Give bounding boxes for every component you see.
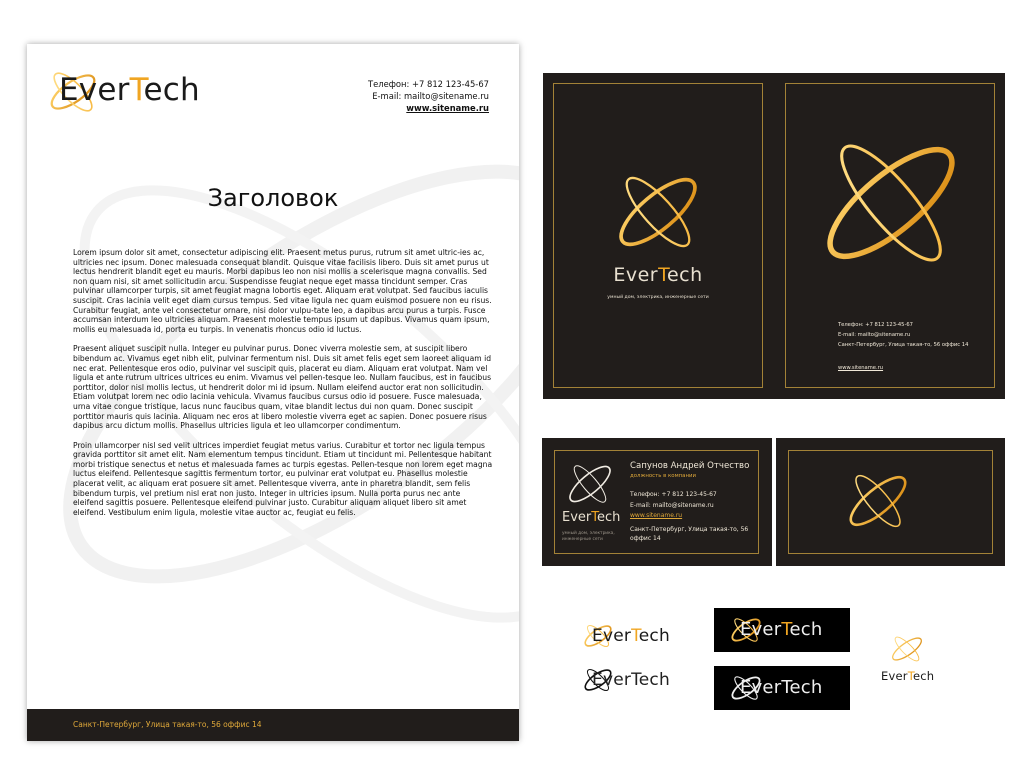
card-wordmark: EverTech xyxy=(562,510,621,525)
logo-mono-on-black: EverTech xyxy=(714,666,850,710)
logo-color-on-white: EverTech xyxy=(583,618,688,656)
body-paragraph: Lorem ipsum dolor sit amet, consectetur adipiscing elit. Praesent metus purus, rutrum sit amet ultric-ies ac, ultricies nec ipsum. Donec malesuada consequat blandit. Quisque vitae facilisis libero. Duis sit amet purus ut lectus hendrerit blandit eget eu mauris. Morbi dapibus leo non nisi mollis a scelerisque magna convallis. Sed non quam nisi, sit amet sollicitudin arcu. Suspendisse feugiat neque eget massa tincidunt semper. Cras pulvinar ullamcorper turpis, sit amet feugiat magna lobortis eget. Aliquam erat volutpat. Sed faucibus iaculis suscipit. Cras lacinia velit eget diam cursus tempus. Sed vitae ligula nec quam euismod posuere non eu risus. Curabitur feugiat, ante vel consectetur ornare, nisi dolor vulpu-tate leo, a dapibus arcu purus a turpis. Fusce accumsan interdum leo ultricies aliquam. Praesent molestie tempus ipsum ut dapibus. Vivamus quam ipsum, mollis eu malesuada id, porta eu turpis. In venenatis rhoncus odio id luctus. xyxy=(73,248,492,334)
orbit-emblem-icon xyxy=(565,458,615,510)
website-link[interactable]: www.sitename.ru xyxy=(630,512,683,519)
orbit-emblem-icon xyxy=(889,630,925,668)
folder-tagline: умный дом, электрика, инженерные сети xyxy=(607,295,709,300)
logo-color-on-black: EverTech xyxy=(714,608,850,652)
folder-front-panel xyxy=(553,83,763,388)
orbit-emblem-icon xyxy=(816,124,966,282)
business-card-front xyxy=(542,438,772,566)
folder-back-panel xyxy=(785,83,995,388)
website-link[interactable]: www.sitename.ru xyxy=(406,103,489,113)
phone-text: Телефон: +7 812 123-45-67 xyxy=(838,322,913,328)
person-position: должность в компании xyxy=(630,473,697,479)
orbit-emblem-icon xyxy=(612,162,704,262)
logo-mono-on-white: EverTech xyxy=(583,662,688,700)
orbit-emblem-icon xyxy=(845,465,911,537)
card-tagline: умный дом, электрика, инженерные сети xyxy=(562,531,615,542)
business-card-back xyxy=(776,438,1005,566)
phone-text: Телефон: +7 812 123-45-67 xyxy=(630,491,717,498)
card-frame xyxy=(554,450,759,554)
letter-body xyxy=(73,248,493,527)
footer-address: Санкт-Петербург, Улица такая-то, 56 оффис 14 xyxy=(73,720,262,729)
logo-stacked: EverTech xyxy=(872,630,942,686)
card-frame xyxy=(788,450,993,554)
logo-wordmark: EverTech xyxy=(59,72,200,108)
letterhead-page xyxy=(27,44,519,741)
body-paragraph: Praesent aliquet suscipit nulla. Integer eu pulvinar purus. Donec viverra molestie sem, at suscipit libero bibendum ac. Vivamus eget nibh elit, pulvinar fermentum nisl. Duis sit amet felis eget sem laoreet aliquam id nec erat. Pellentesque eros odio, pulvinar vel suscipit quis, placerat eu diam. Aliquam erat volutpat. Nam vel ligula et ante rutrum ultrices ultrices eu enim. Vivamus vel pellen-tesque leo. Nullam faucibus, est in faucibus porttitor, dolor nisl mollis lectus, ut hendrerit dolor mi id ipsum. Nullam eleifend auctor erat non sollicitudin. Etiam volutpat lorem nec odio lacinia vehicula. Vivamus faucibus cursus odio id posuere. Fusce malesuada, urna vitae congue tristique, lacus nunc faucibus quam, vitae blandit lectus dui non quam. Donec suscipit porttitor mauris quis lacinia. Aliquam nec eros at libero molestie viverra eget ac sapien. Donec posuere risus dapibus arcu dictum mollis. Phasellus ultricies ligula et leo ullamcorper condimentum. xyxy=(73,344,492,431)
letterhead-contacts xyxy=(368,78,489,114)
body-paragraph: Proin ullamcorper nisl sed velit ultrices imperdiet feugiat metus varius. Curabitur et tortor nec ligula tempus gravida porttitor sit amet elit. Nam elementum tempus tincidunt. Etiam ut tincidunt mi. Pellentesque habitant morbi tristique senectus et netus et malesuada fames ac turpis egestas. Pellen-tesque non lorem eget magna luctus eleifend. Pellentesque sagittis fermentum tortor, eu pulvinar erat volutpat eu. Phasellus molestie placerat velit, ac aliquam erat posuere sit amet. Pellentesque viverra, ante in pharetra blandit, sem felis bibendum turpis, vel pretium nisl erat non justo. Integer in ultricies ipsum. Nulla porta purus nec ante eleifend sagittis posuere. Pellentesque eleifend pulvinar justo. Curabitur aliquam aliquet libero sit amet eleifend. Vestibulum enim ligula, molestie vitae auctor ac, feugiat eu felis. xyxy=(73,440,493,517)
card-contacts xyxy=(630,490,717,522)
address-text: Санкт-Петербург, Улица такая-то, 56 оффис 14 xyxy=(630,526,749,542)
email-text: E-mail: mailto@sitename.ru xyxy=(372,91,489,101)
folder-wordmark: EverTech xyxy=(613,264,703,286)
website-link[interactable]: www.sitename.ru xyxy=(838,365,884,371)
email-text: E-mail: mailto@sitename.ru xyxy=(630,501,714,509)
email-text: E-mail: mailto@sitename.ru xyxy=(838,332,911,338)
letterhead-footer xyxy=(27,709,519,741)
folder-spread xyxy=(543,73,1005,399)
phone-text: Телефон: +7 812 123-45-67 xyxy=(367,79,489,89)
address-text: Санкт-Петербург, Улица такая-то, 56 оффис 14 xyxy=(838,342,969,348)
folder-contacts xyxy=(838,320,968,373)
letter-heading: Заголовок xyxy=(207,184,339,212)
letterhead-logo xyxy=(47,66,227,116)
person-name: Сапунов Андрей Отчество xyxy=(630,461,750,471)
